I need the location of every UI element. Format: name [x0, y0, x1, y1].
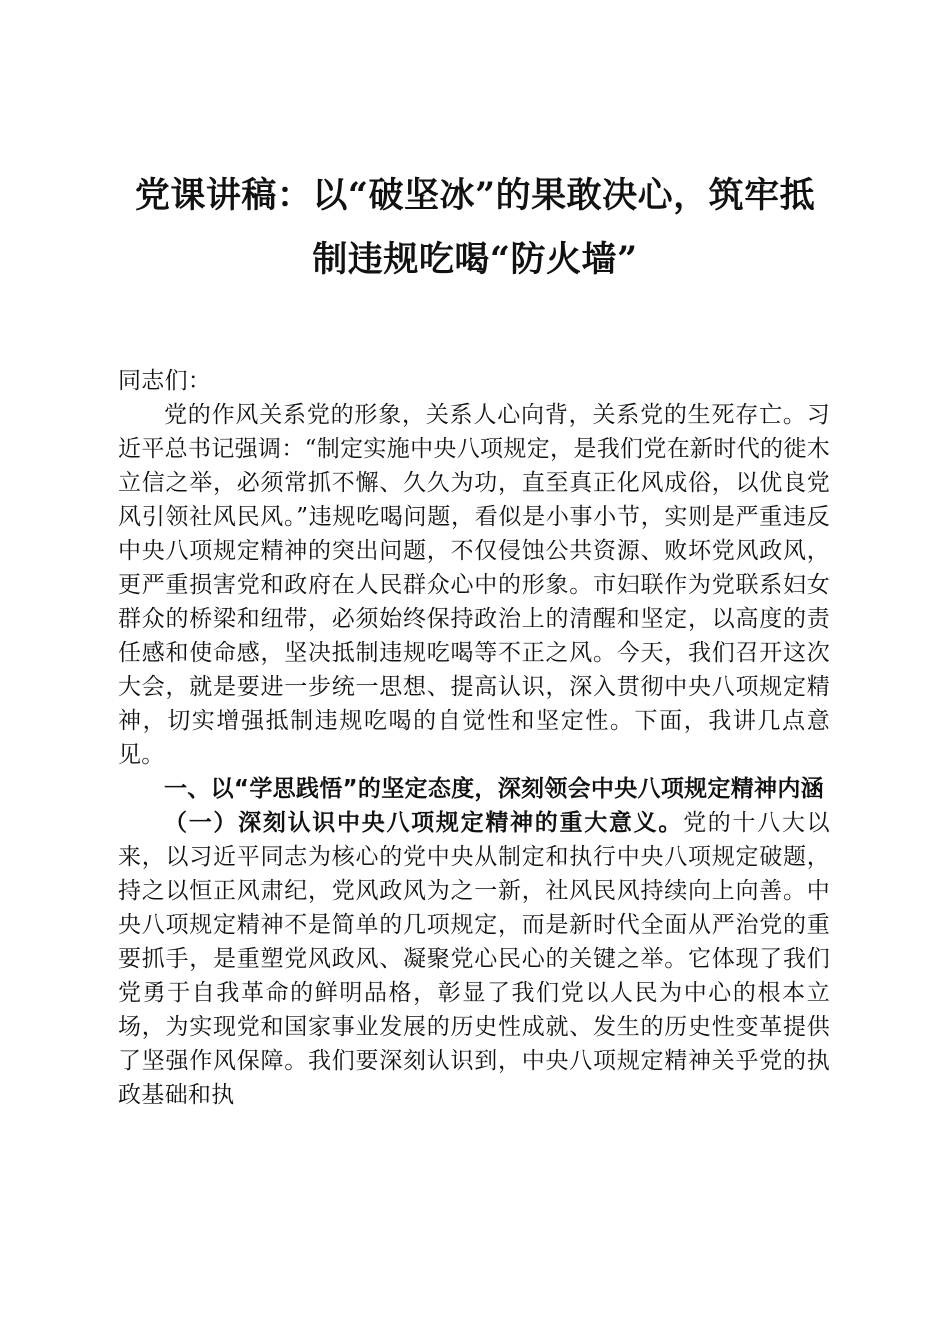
paragraph-section-1-1-text: 党的十八大以来，以习近平同志为核心的党中央从制定和执行中央八项规定破题，持之以恒正风肃纪，党风政风为之一新，社风民风持续向上向善。中央八项规定精神不是简单的几项规定，而是新时代全面从严治党的重要抓手，是重塑党风政风、凝聚党心民心的关键之举。它体现了我们党勇于自我革命的鲜明品格，彰显了我们党以人民为中心的根本立场，为实现党和国家事业发展的历史性成就、发生的历史性变革提供了坚强作风保障。我们要深刻认识到，中央八项规定精神关乎党的执政基础和执 — [118, 810, 830, 1108]
title-line-2: 制违规吃喝“防火墙” — [312, 239, 638, 280]
paragraph-intro: 党的作风关系党的形象，关系人心向背，关系党的生死存亡。习近平总书记强调：“制定实施中央八项规定，是我们党在新时代的徙木立信之举，必须常抓不懈、久久为功，直至真正化风成俗，以优良党风引领社风民风。”违规吃喝问题，看似是小事小节，实则是严重违反中央八项规定精神的突出问题，不仅侵蚀公共资源、败坏党风政风，更严重损害党和政府在人民群众心中的形象。市妇联作为党联系妇女群众的桥梁和纽带，必须始终保持政治上的清醒和坚定，以高度的责任感和使命感，坚决抵制违规吃喝等不正之风。今天，我们召开这次大会，就是要进一步统一思想、提高认识，深入贯彻中央八项规定精神，切实增强抵制违规吃喝的自觉性和坚定性。下面，我讲几点意见。 — [118, 402, 830, 768]
document-title — [110, 168, 840, 288]
title-line-1: 党课讲稿：以“破坚冰”的果敢决心，筑牢抵 — [134, 175, 816, 216]
salutation: 同志们： — [118, 368, 212, 394]
subsection-heading-1-1: （一）深刻认识中央八项规定精神的重大意义。 — [164, 809, 684, 836]
paragraph-section-1-1 — [118, 806, 830, 1112]
document-body — [118, 364, 830, 1112]
section-heading-1: 一、以“学思践悟”的坚定态度，深刻领会中央八项规定精神内涵 — [164, 776, 824, 802]
